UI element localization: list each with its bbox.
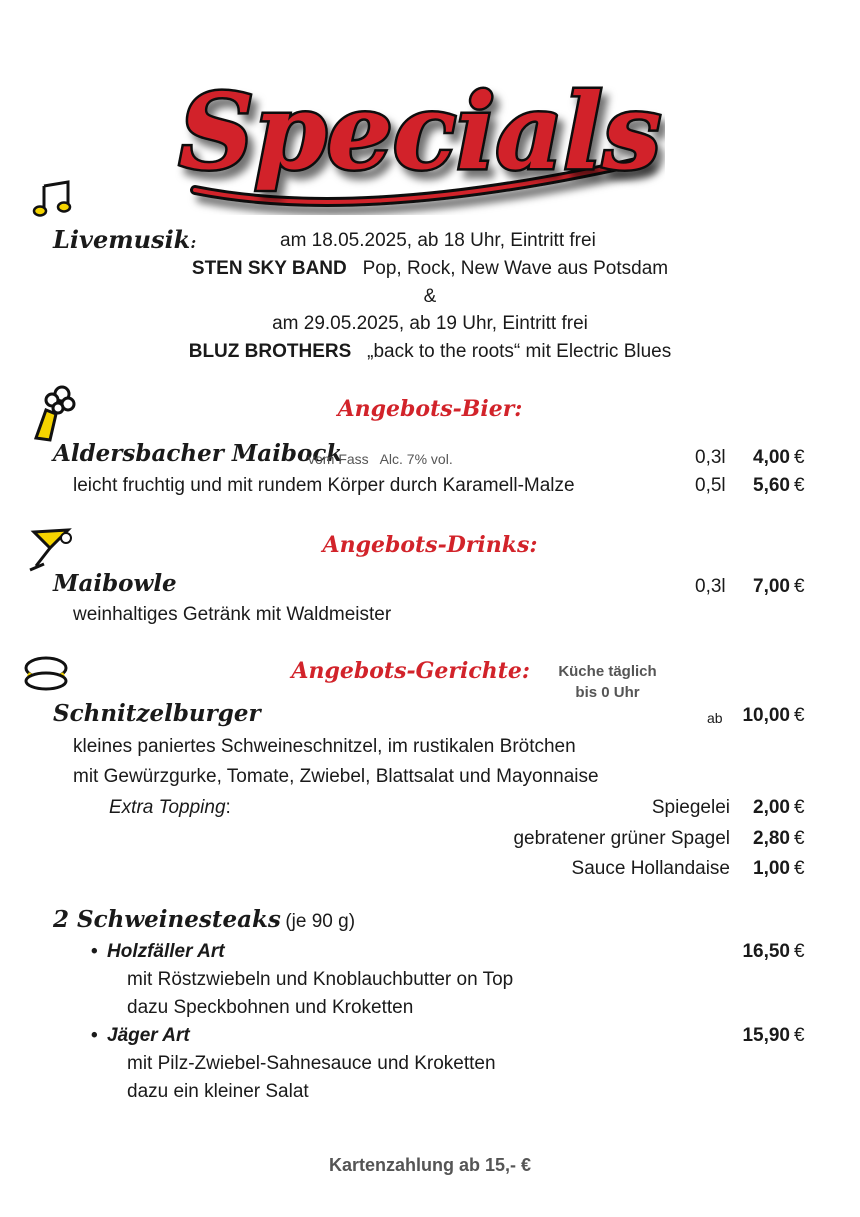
topping-name: gebratener grüner Spagel xyxy=(513,828,730,849)
drinks-heading: Angebots-Drinks: xyxy=(322,532,538,558)
bier-price-1: 4,00 xyxy=(753,447,790,468)
steak-variant-desc-1: mit Röstzwiebeln und Knoblauchbutter on Top xyxy=(127,969,514,990)
kitchen-hours-line-2: bis 0 Uhr xyxy=(575,684,640,701)
topping-price: 2,80 xyxy=(753,828,790,849)
specials-logo xyxy=(175,40,665,220)
bier-price-2: 5,60 xyxy=(753,475,790,496)
topping-price: 2,00 xyxy=(753,797,790,818)
event1-desc: Pop, Rock, New Wave aus Potsdam xyxy=(362,258,669,279)
ampersand: & xyxy=(423,286,437,307)
kitchen-hours-line-1: Küche täglich xyxy=(558,663,657,680)
bier-currency-1: € xyxy=(794,447,805,468)
topping-currency: € xyxy=(794,797,805,818)
event2-date: am 29.05.2025, ab 19 Uhr, Eintritt frei xyxy=(272,313,588,334)
event2-line xyxy=(0,342,860,361)
burger-currency: € xyxy=(794,705,805,726)
burger-desc-1: kleines paniertes Schweineschnitzel, im rustikalen Brötchen xyxy=(73,736,576,757)
event2-desc: „back to the roots“ mit Electric Blues xyxy=(367,341,672,362)
music-note-icon xyxy=(30,178,74,222)
steak-variant-currency: € xyxy=(794,941,805,962)
steak-variant-name: • Holzfäller Art xyxy=(107,942,225,961)
livemusik-label: Livemusik: xyxy=(53,225,197,254)
topping-currency: € xyxy=(794,858,805,879)
bier-size-1: 0,3l xyxy=(695,447,726,468)
event1-band: STEN SKY BAND xyxy=(191,258,347,279)
topping-name: Sauce Hollandaise xyxy=(571,858,730,879)
drinks-item-desc: weinhaltiges Getränk mit Waldmeister xyxy=(73,604,392,625)
event2-band: BLUZ BROTHERS xyxy=(188,341,352,362)
payment-note: Kartenzahlung ab 15,- € xyxy=(328,1155,532,1175)
kitchen-hours xyxy=(540,661,675,703)
topping-currency: € xyxy=(794,828,805,849)
steak-variant-price: 15,90 xyxy=(742,1025,790,1046)
event1-date: am 18.05.2025, ab 18 Uhr, Eintritt frei xyxy=(280,230,596,251)
bier-item-desc: leicht fruchtig und mit rundem Körper durch Karamell-Malze xyxy=(73,475,575,496)
bier-size-2: 0,5l xyxy=(695,475,726,496)
burger-price-prefix: ab xyxy=(707,710,723,726)
drinks-item-name: Maibowle xyxy=(53,570,177,597)
steaks-name: 2 Schweinesteaks xyxy=(53,906,281,933)
event1-line xyxy=(0,259,860,278)
burger-price: 10,00 xyxy=(742,705,790,726)
extra-topping-label: Extra Topping: xyxy=(109,797,231,818)
drinks-size: 0,3l xyxy=(695,576,726,597)
burger-name: Schnitzelburger xyxy=(53,700,261,727)
steaks-note: (je 90 g) xyxy=(285,911,356,932)
page-title: Specials xyxy=(178,70,662,193)
gerichte-heading: Angebots-Gerichte: xyxy=(291,658,530,684)
steak-variant-currency: € xyxy=(794,1025,805,1046)
burger-desc-2: mit Gewürzgurke, Tomate, Zwiebel, Blattsalat und Mayonnaise xyxy=(73,766,599,787)
topping-price: 1,00 xyxy=(753,858,790,879)
steak-variant-desc-1: mit Pilz-Zwiebel-Sahnesauce und Kroketten xyxy=(127,1053,496,1074)
steak-variant-price: 16,50 xyxy=(742,941,790,962)
topping-name: Spiegelei xyxy=(651,797,730,818)
steak-variant-name: • Jäger Art xyxy=(107,1026,190,1045)
steak-variant-desc-2: dazu Speckbohnen und Kroketten xyxy=(127,997,414,1018)
steaks-title xyxy=(53,906,355,933)
bier-item-name: Aldersbacher Maibock xyxy=(53,440,343,467)
drinks-price: 7,00 xyxy=(753,576,790,597)
bier-item-meta: vom Fass Alc. 7% vol. xyxy=(308,451,453,467)
steak-variant-desc-2: dazu ein kleiner Salat xyxy=(127,1081,309,1102)
drinks-currency: € xyxy=(794,576,805,597)
bier-currency-2: € xyxy=(794,475,805,496)
bier-heading: Angebots-Bier: xyxy=(337,396,523,422)
